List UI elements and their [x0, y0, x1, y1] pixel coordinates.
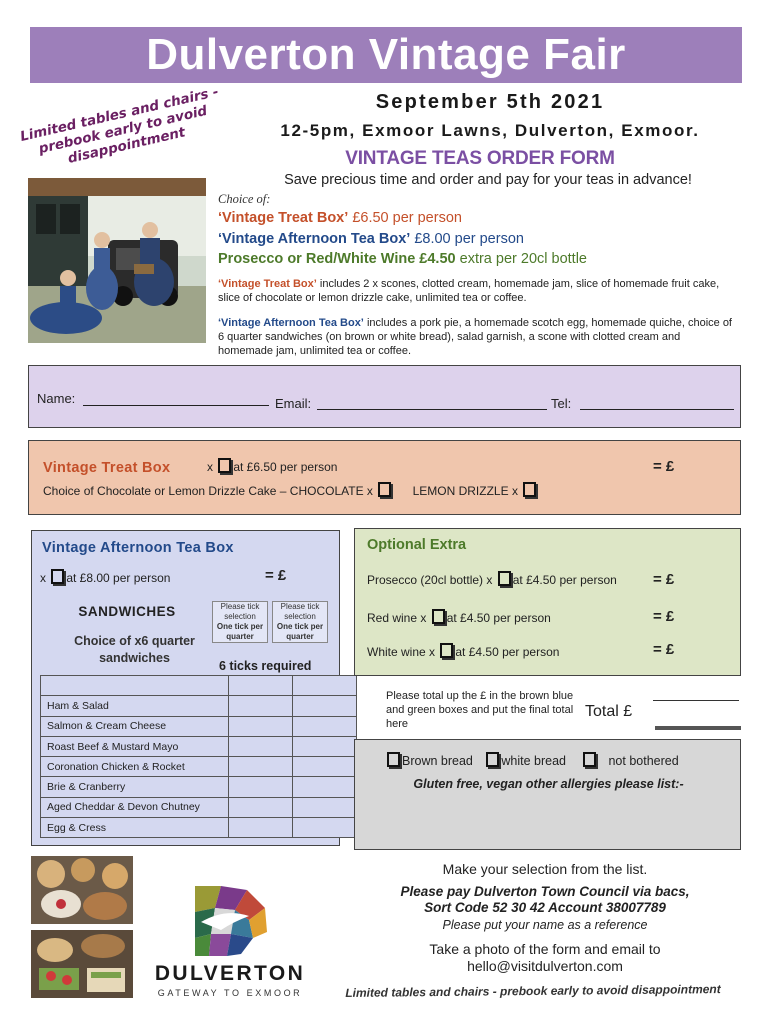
tick-note-brown-a: Please tick selection: [220, 602, 260, 621]
table-row: [41, 716, 357, 736]
sandwich-name: Roast Beef & Mustard Mayo: [41, 736, 229, 756]
extra-equals: = £: [653, 571, 675, 588]
tea-box-section: [31, 530, 340, 846]
tea-qty-checkbox[interactable]: [51, 569, 64, 584]
sandwich-name: Salmon & Cream Cheese: [41, 716, 229, 736]
sandwich-name: Coronation Chicken & Rocket: [41, 757, 229, 777]
extra-price: at £4.50 per person: [455, 645, 560, 659]
option-wine: [218, 251, 587, 267]
cake-choice-row: [43, 482, 538, 498]
treat-desc-name: ‘Vintage Treat Box’: [218, 278, 317, 290]
lemon-checkbox[interactable]: [523, 482, 536, 497]
white-wine-checkbox[interactable]: [440, 643, 453, 658]
extra-row-white-wine: [367, 643, 559, 659]
tick-cell[interactable]: [292, 676, 356, 696]
brown-bread-label: Brown bread: [402, 754, 473, 768]
option-wine-price: £4.50: [419, 251, 456, 267]
white-bread-checkbox[interactable]: [486, 752, 499, 767]
extra-equals: = £: [653, 641, 675, 658]
tick-cell[interactable]: [292, 818, 356, 838]
tick-cell[interactable]: [228, 777, 292, 797]
name-label: Name:: [37, 391, 76, 406]
treat-description: [218, 277, 738, 305]
tel-label: Tel:: [551, 396, 572, 411]
tick-cell[interactable]: [228, 757, 292, 777]
tagline: Save precious time and order and pay for your teas in advance!: [284, 172, 692, 188]
extra-price: at £4.50 per person: [512, 573, 617, 587]
optional-extra-section: [354, 528, 741, 676]
brown-bread-checkbox[interactable]: [387, 752, 400, 767]
bread-section: [354, 739, 741, 850]
table-row: [41, 736, 357, 756]
sandwich-name: Egg & Cress: [41, 818, 229, 838]
title-banner: [30, 27, 742, 83]
tick-cell[interactable]: [228, 736, 292, 756]
treat-equals: = £: [653, 458, 675, 475]
tick-note-white-b: One tick per quarter: [276, 622, 324, 641]
tick-cell[interactable]: [228, 716, 292, 736]
footer-photo: [345, 941, 745, 975]
table-row: [41, 797, 357, 817]
tea-description: [218, 316, 738, 358]
extra-price: at £4.50 per person: [446, 611, 551, 625]
footer-bank: Sort Code 52 30 42 Account 38007789: [424, 900, 666, 915]
vintage-photo: [28, 178, 206, 343]
footer-payment: [345, 884, 745, 916]
extra-equals: = £: [653, 608, 675, 625]
event-date: September 5th 2021: [375, 91, 605, 113]
table-row: [41, 757, 357, 777]
treat-desc-text: includes 2 x scones, clotted cream, homemade jam, slice of homemade fruit cake, slice of chocolate or lemon drizzle cake, unlimited tea or coffee.: [218, 278, 720, 304]
tick-cell[interactable]: [228, 818, 292, 838]
tick-cell[interactable]: [292, 736, 356, 756]
tel-field[interactable]: [580, 409, 734, 410]
option-treat-price: £6.50 per person: [352, 210, 462, 226]
page-title: Dulverton Vintage Fair: [146, 30, 626, 79]
bread-options: [385, 752, 679, 768]
lemon-label: LEMON DRIZZLE x: [412, 484, 518, 498]
extra-row-prosecco: [367, 571, 617, 587]
event-venue: 12-5pm, Exmoor Lawns, Dulverton, Exmoor.: [280, 121, 700, 140]
prosecco-checkbox[interactable]: [498, 571, 511, 586]
footer-pay: Please pay Dulverton Town Council via bacs,: [400, 884, 690, 899]
table-row: [41, 676, 357, 696]
total-line-top: [653, 700, 739, 701]
logo-mark-icon: [191, 882, 271, 960]
form-title: VINTAGE TEAS ORDER FORM: [345, 148, 615, 169]
email-label: Email:: [275, 396, 312, 411]
option-wine-tail: extra per 20cl bottle: [459, 251, 587, 267]
tea-qty-row: [40, 569, 170, 585]
tick-cell[interactable]: [292, 757, 356, 777]
total-note: Please total up the £ in the brown blue and green boxes and put the final total here: [386, 690, 574, 730]
footer-photo-text: Take a photo of the form and email to: [429, 941, 661, 957]
option-tea-name: ‘Vintage Afternoon Tea Box’: [218, 231, 411, 247]
total-label: Total £: [585, 703, 633, 720]
name-field[interactable]: [83, 405, 269, 406]
tick-note-white-a: Please tick selection: [280, 602, 320, 621]
treat-box-section: [28, 440, 741, 515]
tick-cell[interactable]: [292, 716, 356, 736]
sandwich-name: Aged Cheddar & Devon Chutney: [41, 797, 229, 817]
treat-qty-row: [207, 458, 337, 474]
option-treat-name: ‘Vintage Treat Box’: [218, 210, 349, 226]
table-row: [41, 696, 357, 716]
tea-box-title: Vintage Afternoon Tea Box: [42, 540, 234, 556]
extra-label: Red wine x: [367, 611, 427, 625]
footer-select: Make your selection from the list.: [442, 861, 648, 877]
treat-qty-prefix: x: [207, 460, 213, 474]
tick-note-brown: [212, 601, 268, 643]
treat-box-title: Vintage Treat Box: [43, 460, 171, 476]
tea-equals: = £: [265, 567, 287, 584]
logo-name: DULVERTON: [154, 962, 306, 985]
dulverton-logo: [145, 882, 320, 1002]
table-row: [41, 777, 357, 797]
tea-price-text: at £8.00 per person: [66, 571, 171, 585]
sandwich-name: Brie & Cranberry: [41, 777, 229, 797]
treat-price-text: at £6.50 per person: [233, 460, 338, 474]
food-photo-top: [31, 856, 133, 924]
not-bothered-checkbox[interactable]: [583, 752, 596, 767]
extra-label: White wine x: [367, 645, 436, 659]
footer-email[interactable]: hello@visitdulverton.com: [467, 958, 623, 974]
tick-cell[interactable]: [228, 676, 292, 696]
promo-note: Limited tables and chairs - prebook early to avoid disappointment: [18, 83, 221, 167]
optional-extra-title: Optional Extra: [367, 537, 467, 553]
allergies-label: Gluten free, vegan other allergies please list:-: [413, 777, 684, 791]
treat-qty-checkbox[interactable]: [218, 458, 231, 473]
cake-choice-label: Choice of Chocolate or Lemon Drizzle Cake – CHOCOLATE x: [43, 484, 373, 498]
tick-cell[interactable]: [228, 696, 292, 716]
sandwiches-heading: SANDWICHES: [78, 604, 176, 619]
choice-label: Choice of:: [218, 192, 271, 206]
extra-label: Prosecco (20cl bottle) x: [367, 573, 493, 587]
total-field[interactable]: [655, 726, 741, 730]
not-bothered-label: not bothered: [608, 754, 679, 768]
tick-cell[interactable]: [292, 777, 356, 797]
sandwich-name: [41, 676, 229, 696]
sandwich-name: Ham & Salad: [41, 696, 229, 716]
tick-cell[interactable]: [228, 797, 292, 817]
logo-tagline: GATEWAY TO EXMOOR: [157, 988, 303, 998]
option-tea-price: £8.00 per person: [414, 231, 524, 247]
option-wine-name: Prosecco or Red/White Wine: [218, 251, 416, 267]
footer-reference: Please put your name as a reference: [442, 918, 648, 932]
food-photo-bottom: [31, 930, 133, 998]
tea-desc-name: ‘Vintage Afternoon Tea Box’: [218, 317, 364, 329]
tea-qty-prefix: x: [40, 571, 46, 585]
red-wine-checkbox[interactable]: [432, 609, 445, 624]
option-tea-box: [218, 231, 524, 247]
tea-desc-text: includes a pork pie, a homemade scotch egg, homemade quiche, choice of 6 quarter sandwiches (on brown or white bread), salad garnish, a scone with clotted cream and homemade jam, unlimited tea or coffee.: [218, 317, 732, 357]
email-field[interactable]: [317, 409, 547, 410]
tick-note-brown-b: One tick per quarter: [216, 622, 264, 641]
white-bread-label: white bread: [501, 754, 566, 768]
tick-cell[interactable]: [292, 696, 356, 716]
option-treat-box: [218, 210, 462, 226]
contact-box: [28, 365, 741, 428]
tick-cell[interactable]: [292, 797, 356, 817]
sandwiches-subheading: Choice of x6 quarter sandwiches: [74, 634, 195, 665]
sandwich-table: [40, 675, 357, 838]
footer-promo: Limited tables and chairs - prebook early to avoid disappointment: [345, 982, 721, 1000]
extra-row-red-wine: [367, 609, 551, 625]
table-row: [41, 818, 357, 838]
tick-note-white: [272, 601, 328, 643]
chocolate-checkbox[interactable]: [378, 482, 391, 497]
six-ticks-note: 6 ticks required: [219, 659, 312, 673]
